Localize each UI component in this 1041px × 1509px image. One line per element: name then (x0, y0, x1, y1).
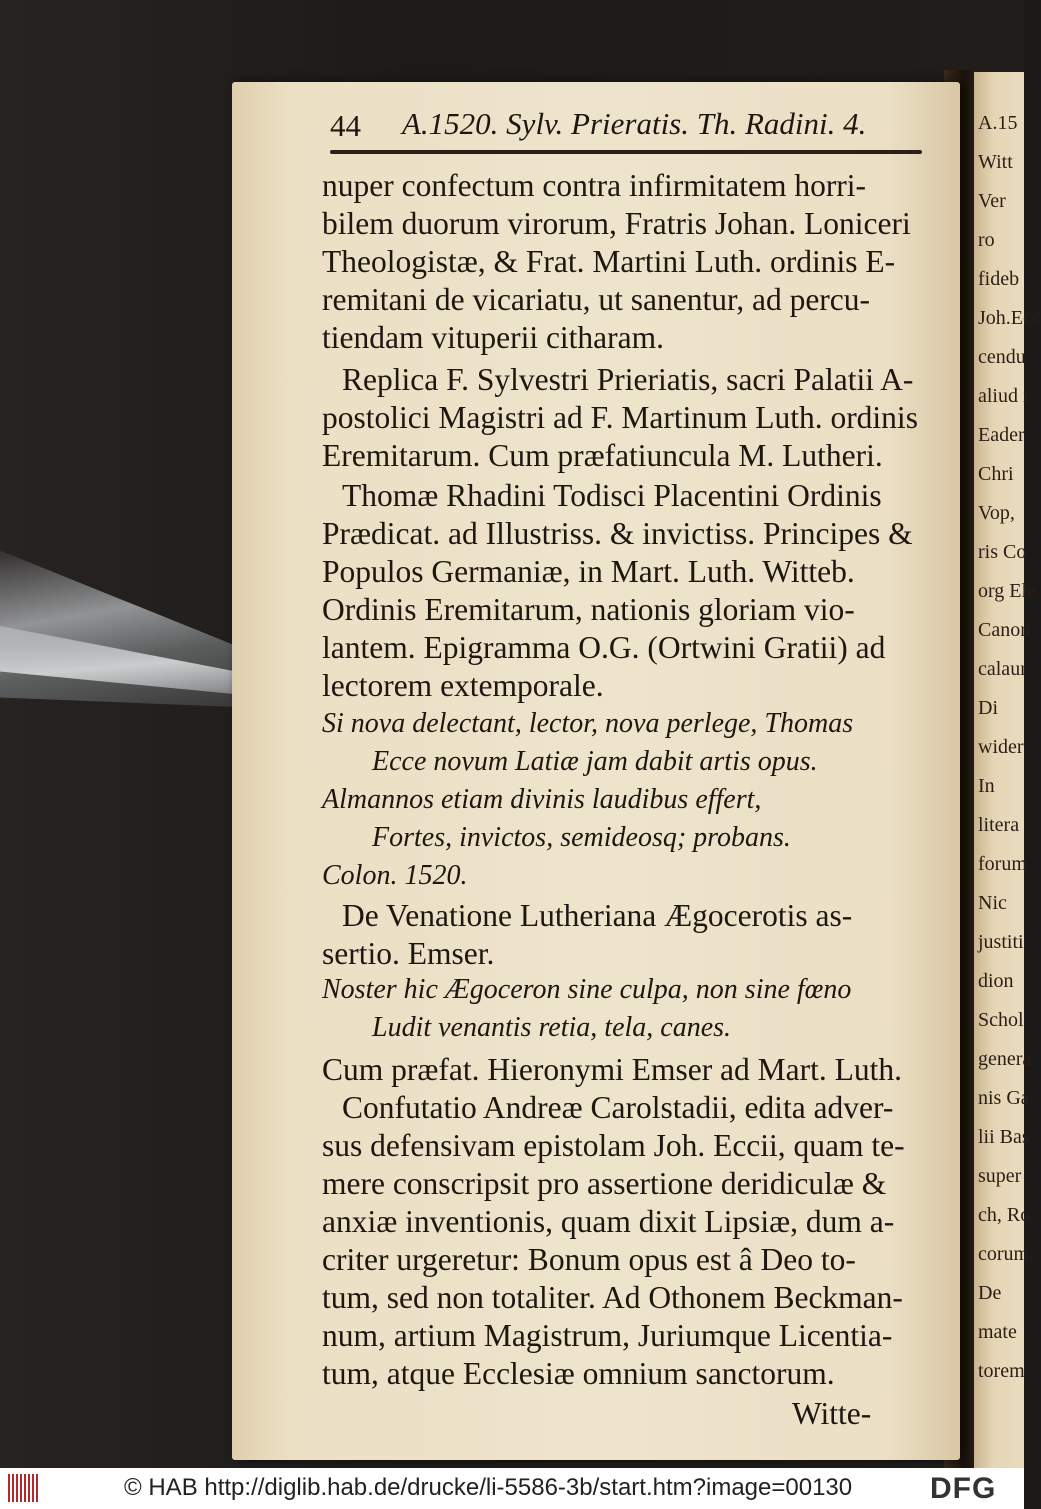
text-line: Ludit venantis retia, tela, canes. (372, 1012, 732, 1043)
footer-bar (0, 1468, 1024, 1509)
text-line: tum, sed non totaliter. Ad Othonem Beckman- (322, 1280, 903, 1315)
text-line: Prædicat. ad Illustriss. & invictiss. Principes & (322, 516, 913, 551)
next-page-fragment: super (978, 1165, 1022, 1187)
text-line: Witte- (792, 1396, 872, 1431)
next-page-fragment: cendu (978, 346, 1026, 368)
next-page-fragment: dion (978, 970, 1014, 992)
text-line: De Venatione Lutheriana Ægocerotis as- (342, 898, 853, 933)
text-line: Confutatio Andreæ Carolstadii, edita adver- (342, 1090, 894, 1125)
text-line: bilem duorum virorum, Fratris Johan. Loniceri (322, 206, 911, 241)
text-line: lantem. Epigramma O.G. (Ortwini Gratii) ad (322, 630, 886, 665)
text-line: Si nova delectant, lector, nova perlege, Thomas (322, 708, 854, 739)
next-page-fragment: justiti (978, 931, 1024, 953)
next-page-edge (974, 72, 1041, 1468)
text-line: anxiæ inventionis, quam dixit Lipsiæ, dum a- (322, 1204, 895, 1239)
text-line: criter urgeretur: Bonum opus est â Deo to- (322, 1242, 856, 1277)
text-line: Eremitarum. Cum præfatiuncula M. Lutheri. (322, 438, 883, 473)
next-page-fragment: fideb (978, 268, 1020, 290)
next-page-fragment: nis Ga (978, 1087, 1030, 1109)
text-line: nuper confectum contra infirmitatem horri- (322, 168, 867, 203)
next-page-fragment: litera (978, 814, 1020, 836)
next-page-fragment: Canon (978, 619, 1031, 641)
next-page-fragment: De (978, 1282, 1002, 1304)
next-page-fragment: calaur (978, 658, 1027, 680)
next-page-fragment: lii Bas (978, 1126, 1030, 1148)
text-line: sertio. Emser. (322, 936, 495, 971)
next-page-fragment: Eader (978, 424, 1025, 446)
next-page-fragment: ch, Ro (978, 1204, 1031, 1226)
next-page-fragment: A.15 (978, 112, 1018, 134)
next-page-fragment: org Ele (978, 580, 1036, 602)
text-line: Cum præfat. Hieronymi Emser ad Mart. Luth. (322, 1052, 903, 1087)
next-page-fragment: wider (978, 736, 1024, 758)
next-page-fragment: Joh.Ecc (978, 307, 1041, 329)
next-page-fragment: In (978, 775, 995, 797)
text-line: Replica F. Sylvestri Prieriatis, sacri Palatii A- (342, 362, 914, 397)
next-page-fragment: ro (978, 229, 995, 251)
next-page-fragment: corum. (978, 1243, 1035, 1265)
text-line: lectorem extemporale. (322, 668, 604, 703)
text-line: tiendam vituperii citharam. (322, 320, 665, 355)
next-page-fragment: Witt (978, 151, 1013, 173)
running-head-title: A.1520. Sylv. Prieratis. Th. Radini. 4. (402, 106, 867, 141)
running-head (330, 100, 930, 150)
next-page-fragment: Di (978, 697, 998, 719)
text-line: mere conscripsit pro assertione deridiculæ & (322, 1166, 887, 1201)
text-line: postolici Magistri ad F. Martinum Luth. ordinis (322, 400, 918, 435)
hab-barcode-icon (8, 1474, 40, 1502)
next-page-fragment: aliud i (978, 385, 1029, 407)
text-line: Theologistæ, & Frat. Martini Luth. ordinis E- (322, 244, 896, 279)
next-page-fragment: genera (978, 1048, 1032, 1070)
next-page-fragment: Nic (978, 892, 1007, 914)
next-page-fragment: torem (978, 1360, 1025, 1382)
next-page-fragment: mate (978, 1321, 1017, 1343)
text-line: num, artium Magistrum, Juriumque Licentia- (322, 1318, 893, 1353)
text-line: sus defensivam epistolam Joh. Eccii, quam te- (322, 1128, 905, 1163)
text-line: Noster hic Ægoceron sine culpa, non sine fœno (322, 974, 852, 1005)
text-line: Ecce novum Latiæ jam dabit artis opus. (372, 746, 818, 777)
text-line: remitani de vicariatu, ut sanentur, ad percu- (322, 282, 871, 317)
dfg-logo: DFG (930, 1472, 997, 1505)
next-page-fragment: Schol (978, 1009, 1024, 1031)
text-line: Colon. 1520. (322, 860, 468, 891)
header-rule (330, 150, 922, 154)
next-page-fragment: forum (978, 853, 1027, 875)
text-line: Fortes, invictos, semideosq; probans. (372, 822, 791, 853)
text-line: Populos Germaniæ, in Mart. Luth. Witteb. (322, 554, 855, 589)
next-page-fragment: Ver (978, 190, 1006, 212)
footer-url-text: © HAB http://diglib.hab.de/drucke/li-5586-3b/start.htm?image=00130 (124, 1474, 853, 1501)
next-page-fragment: Vop, (978, 502, 1015, 524)
text-line: Almannos etiam divinis laudibus effert, (322, 784, 762, 815)
next-page-fragment: Chri (978, 463, 1014, 485)
next-page-fragment: ris Co (978, 541, 1027, 563)
text-line: Ordinis Eremitarum, nationis gloriam vio- (322, 592, 855, 627)
page-number: 44 (330, 108, 361, 143)
text-line: Thomæ Rhadini Todisci Placentini Ordinis (342, 478, 882, 513)
text-line: tum, atque Ecclesiæ omnium sanctorum. (322, 1356, 835, 1391)
